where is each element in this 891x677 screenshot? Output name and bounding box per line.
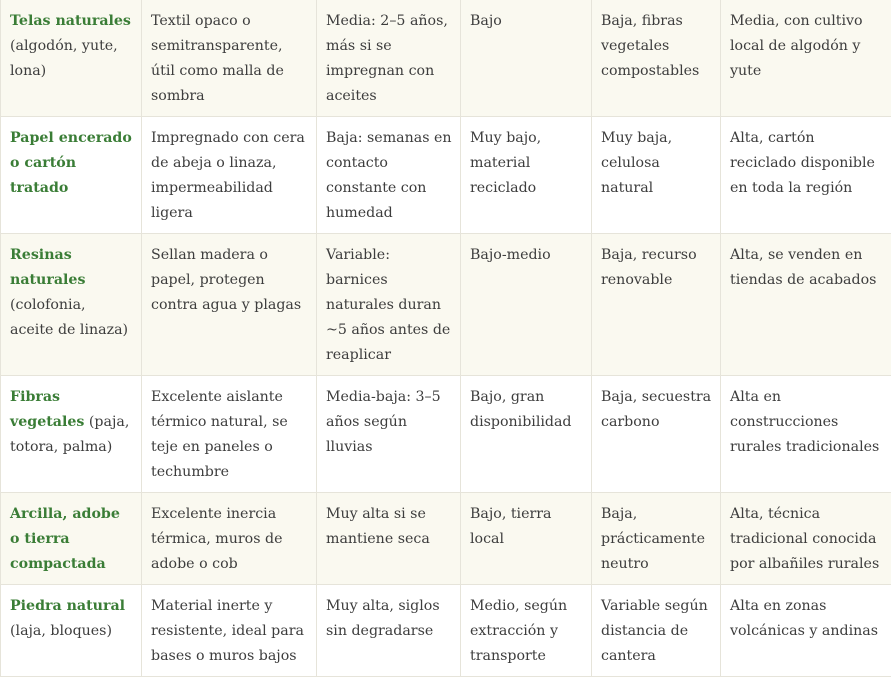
availability-cell: Alta, técnica tradicional conocida por albañiles rurales [721,493,891,585]
impact-cell: Baja, secuestra carbono [592,376,721,493]
material-note: (paja, totora, palma) [10,414,129,455]
table-row [1,493,891,585]
cost-cell: Muy bajo, material reciclado [461,117,592,234]
cost-cell: Bajo, gran disponibilidad [461,376,592,493]
table-row [1,0,891,117]
durability-cell: Muy alta si se mantiene seca [317,493,461,585]
material-cell [1,493,142,585]
durability-cell: Media-baja: 3–5 años según lluvias [317,376,461,493]
material-name: Telas naturales [10,13,131,29]
availability-cell: Alta, se venden en tiendas de acabados [721,234,891,376]
availability-cell: Alta en construcciones rurales tradicionales [721,376,891,493]
cost-cell: Bajo-medio [461,234,592,376]
material-note: (laja, bloques) [10,623,112,639]
impact-cell: Baja, recurso renovable [592,234,721,376]
impact-cell: Variable según distancia de cantera [592,585,721,677]
material-name: Papel encerado o cartón tratado [10,130,132,196]
material-note: (algodón, yute, lona) [10,38,118,79]
material-name: Fibras vegetales [10,389,84,430]
description-cell: Excelente inercia térmica, muros de adobe o cob [142,493,317,585]
durability-cell: Media: 2–5 años, más si se impregnan con aceites [317,0,461,117]
material-cell [1,234,142,376]
material-name: Piedra natural [10,598,125,614]
cost-cell: Bajo, tierra local [461,493,592,585]
durability-cell: Muy alta, siglos sin degradarse [317,585,461,677]
durability-cell: Variable: barnices naturales duran ~5 años antes de reaplicar [317,234,461,376]
material-cell [1,0,142,117]
table-row [1,117,891,234]
description-cell: Material inerte y resistente, ideal para bases o muros bajos [142,585,317,677]
material-note: (colofonia, aceite de linaza) [10,297,128,338]
material-cell [1,585,142,677]
impact-cell: Baja, fibras vegetales compostables [592,0,721,117]
durability-cell: Baja: semanas en contacto constante con humedad [317,117,461,234]
availability-cell: Alta en zonas volcánicas y andinas [721,585,891,677]
description-cell: Excelente aislante térmico natural, se teje en paneles o techumbre [142,376,317,493]
impact-cell: Muy baja, celulosa natural [592,117,721,234]
impact-cell: Baja, prácticamente neutro [592,493,721,585]
material-cell [1,376,142,493]
availability-cell: Alta, cartón reciclado disponible en toda la región [721,117,891,234]
cost-cell: Bajo [461,0,592,117]
table-row [1,585,891,677]
description-cell: Sellan madera o papel, protegen contra agua y plagas [142,234,317,376]
availability-cell: Media, con cultivo local de algodón y yute [721,0,891,117]
description-cell: Textil opaco o semitransparente, útil como malla de sombra [142,0,317,117]
material-name: Resinas naturales [10,247,85,288]
table-row [1,376,891,493]
cost-cell: Medio, según extracción y transporte [461,585,592,677]
table-row [1,234,891,376]
material-name: Arcilla, adobe o tierra compactada [10,506,120,572]
material-cell [1,117,142,234]
description-cell: Impregnado con cera de abeja o linaza, impermeabilidad ligera [142,117,317,234]
